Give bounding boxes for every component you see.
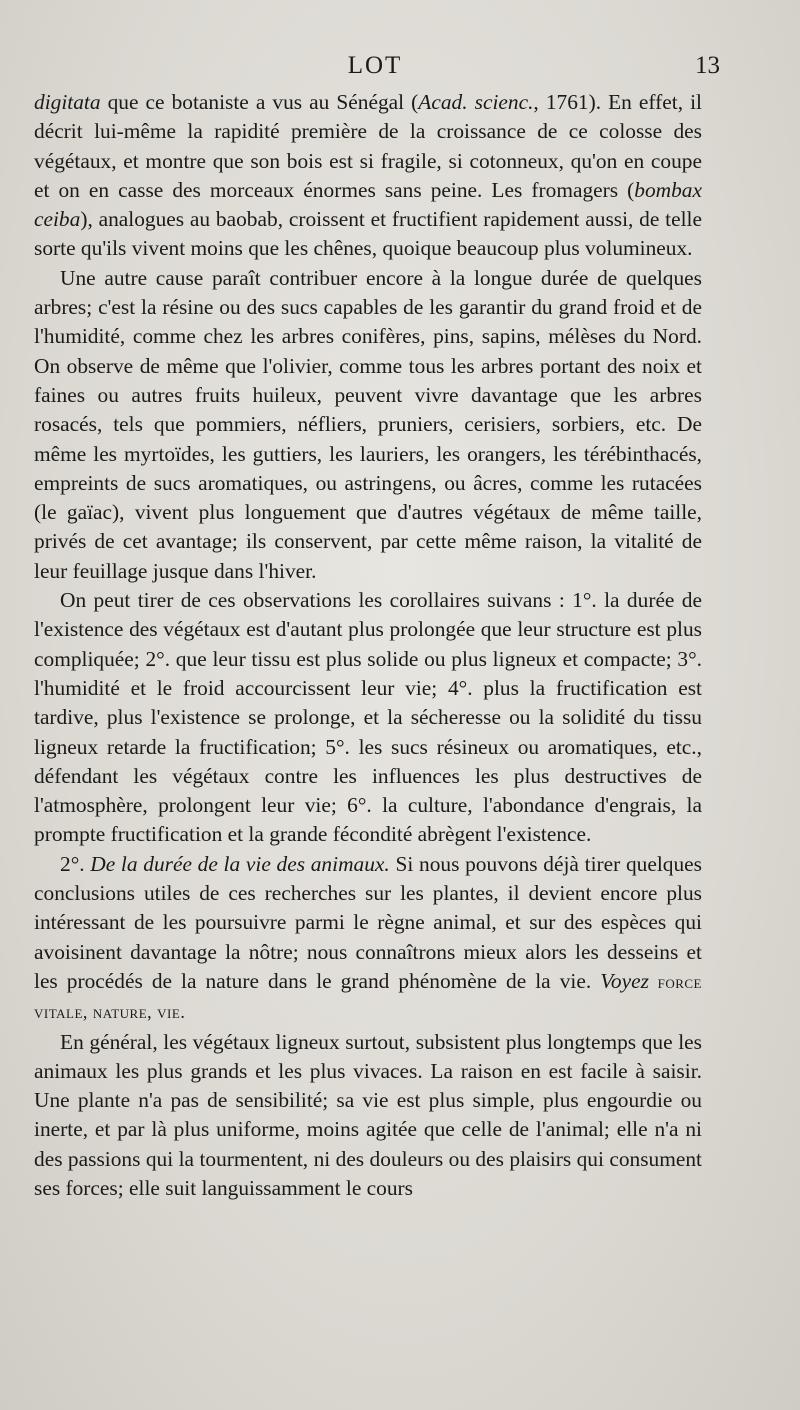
cross-reference-label: Voyez — [600, 968, 649, 993]
page-header — [30, 52, 720, 86]
page-number: 13 — [695, 52, 720, 79]
running-head: LOT — [347, 52, 403, 79]
italic-term: digitata — [34, 90, 101, 114]
cross-reference-targets: force vitale, nature, vie. — [34, 971, 702, 1023]
paragraph-5: En général, les végétaux ligneux surtout, subsistent plus longtemps que les animaux les plus grands et les plus vivaces. La raison en est facile à saisir. Une plante n'a pas de sensibilité; sa vie est plus simple, plus engourdie ou inerte, et par là plus uniforme, moins agitée que celle de l'animal; elle n'a ni des passions qui la tourmentent, ni des douleurs ou des plaisirs qui consument ses forces; elle suit languissamment le cours — [34, 1029, 702, 1200]
section-heading: De la durée de la vie des animaux. — [90, 851, 390, 876]
citation: Acad. scienc. — [418, 90, 534, 114]
paragraph-3: On peut tirer de ces observations les corollaires suivans : 1°. la durée de l'existence des végétaux est d'autant plus prolongée que leur structure est plus compliquée; 2°. que leur tissu est plus solide ou plus ligneux et compacte; 3°. l'humidité et le froid accourcissent leur vie; 4°. plus la fructification est tardive, plus l'existence se prolonge, et la sécheresse ou la solidité du tissu ligneux retarde la fructification; 5°. les sucs résineux ou aromatiques, etc., défendant les végétaux contre les influences les plus destructives de l'atmosphère, prolongent leur vie; 6°. la culture, l'abondance d'engrais, la prompte fructification et la grande fécondité abrègent l'existence. — [34, 588, 702, 847]
paragraph-2: Une autre cause paraît contribuer encore à la longue durée de quelques arbres; c'est la résine ou des sucs capables de les garantir du grand froid et de l'humidité, comme chez les arbres conifères, pins, sapins, mélèses du Nord. On observe de même que l'olivier, comme tous les arbres portant des noix et faines ou autres fruits huileux, peuvent vivre davantage que les arbres rosacés, tels que pommiers, néfliers, pruniers, cerisiers, sorbiers, etc. De même les myrtoïdes, les guttiers, les lauriers, les orangers, les térébinthacés, empreints de sucs aromatiques, ou astringens, ou âcres, comme les rutacées (le gaïac), vivent plus longuement que d'autres végétaux de même taille, privés de cet avantage; ils conservent, par cette même raison, la vitalité de leur feuillage jusque dans l'hiver. — [34, 265, 702, 583]
paragraph-4: 2°. De la durée de la vie des animaux. Si nous pouvons déjà tirer quelques conclusions utiles de ces recherches sur les plantes, il devient encore plus intéressant de les poursuivre parmi le règne animal, et sur des espèces qui avoisinent davantage la nôtre; nous connaîtrons mieux alors les desseins et les procédés de la nature dans le grand phénomène de la vie. Voyez force vitale, nature, vie. — [34, 851, 702, 1023]
italic-term: bombax ceiba — [34, 177, 702, 232]
body-text — [34, 88, 702, 1203]
paragraph-1: digitata que ce botaniste a vus au Sénégal (Acad. scienc., 1761). En effet, il décrit lui-même la rapidité première de la croissance de ce colosse des végétaux, et montre que son bois est si fragile, si cotonneux, qu'on en coupe et on en casse des morceaux énormes sans peine. Les fromagers (bombax ceiba), analogues au baobab, croissent et fructifient rapidement aussi, de telle sorte qu'ils vivent moins que les chênes, quoique beaucoup plus volumineux. — [34, 90, 702, 261]
